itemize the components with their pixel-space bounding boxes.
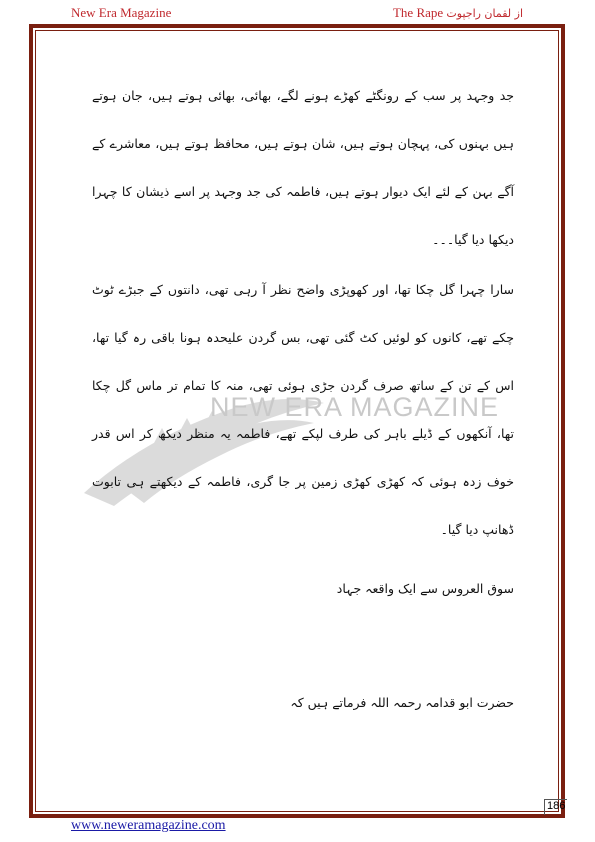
magazine-name: New Era Magazine <box>71 5 172 20</box>
story-author: از لقمان راجپوت <box>446 7 523 20</box>
story-title: The Rape <box>392 5 444 20</box>
story-header <box>393 5 523 21</box>
paragraph-1 <box>92 72 514 264</box>
paragraph-2-text: سارا چہرا گل چکا تھا، اور کھوپڑی واضح نظر آ رہی تھی، دانتوں کے جبڑے ٹوٹ چکے تھے، کانوں کو لوئیں کٹ گئی تھی، بس گردن علیحدہ ہونا باقی رہ گیا تھا، اس کے تن کے ساتھ صرف گردن جڑی ہوئی تھی، منہ کا تمام تر ماس گل چکا تھا، آنکھوں کے ڈیلے باہر کی طرف لپکے تھے، فاطمہ یہ منظر دیکھ کر اس قدر خوف زدہ ہوئی کہ کھڑی کھڑی زمین پر جا گری، فاطمہ کے دیکھتے ہی تابوت ڈھانپ دیا گیا۔ <box>92 282 514 537</box>
website-link[interactable]: www.neweramagazine.com <box>71 818 226 833</box>
narration-intro: حضرت ابو قدامہ رحمہ اللہ فرماتے ہیں کہ <box>290 695 514 710</box>
watermark-text: NEW ERA MAGAZINE <box>210 392 500 422</box>
section-heading: سوق العروس سے ایک واقعہ جہاد <box>336 581 514 596</box>
paragraph-2 <box>92 266 514 554</box>
page-number: 186 <box>544 799 567 815</box>
paragraph-1-text: جد وجہد پر سب کے رونگٹے کھڑے ہونے لگے، بھائی، بھائی ہوتے ہیں، جان ہوتے ہیں بہنوں کی، پہچان ہوتے ہیں، شان ہوتے ہیں، محافظ ہوتے ہیں، معاشرے کے آگے بہن کے لئے ایک دیوار ہوتے ہیں، فاطمہ کی جد وجہد پر اسے ذیشان کا چہرا دیکھا دیا گیا۔۔۔ <box>92 88 514 247</box>
